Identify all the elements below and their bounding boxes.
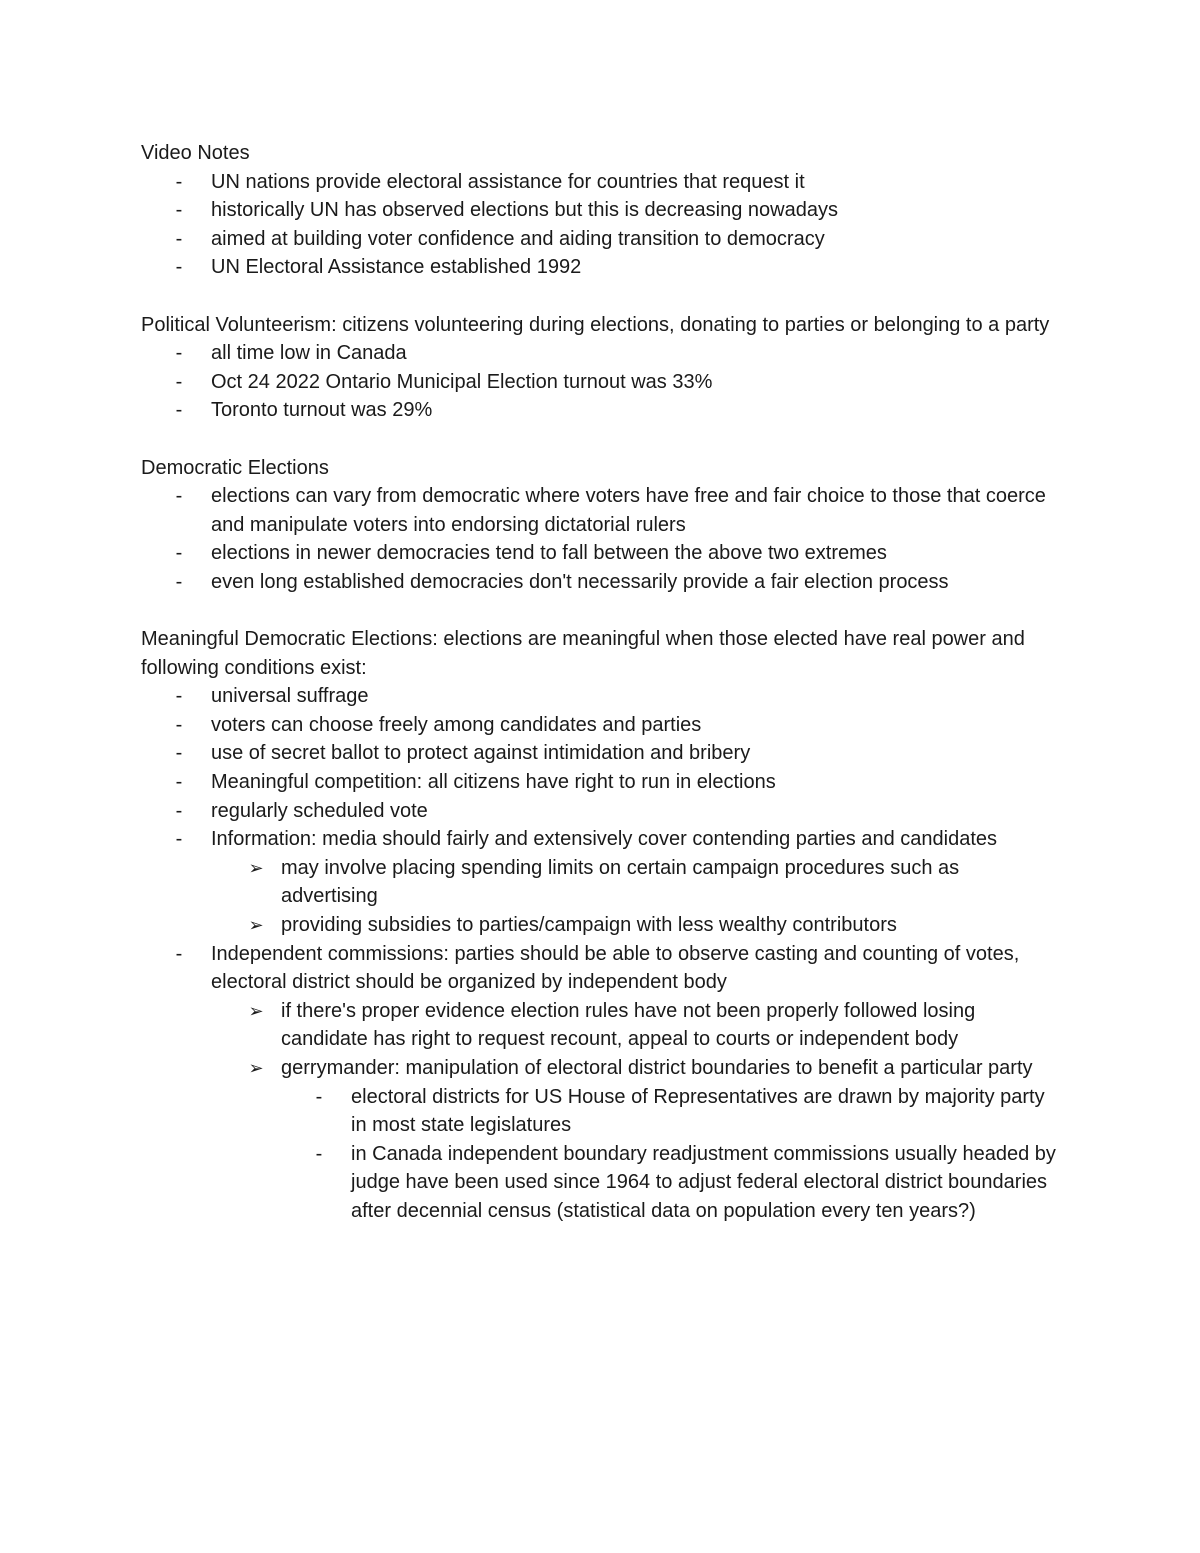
- dash-bullet-icon: -: [175, 742, 183, 765]
- list-item: [141, 339, 1061, 368]
- dash-bullet-icon: -: [175, 399, 183, 422]
- bullet-list: [141, 168, 1061, 282]
- list-item-text: Oct 24 2022 Ontario Municipal Election turnout was 33%: [211, 370, 713, 393]
- dash-bullet-icon: -: [175, 227, 183, 250]
- list-item-text: UN nations provide electoral assistance for countries that request it: [211, 170, 805, 193]
- sub-sub-list-item: [281, 1083, 1061, 1140]
- sub-sub-list-item-text: electoral districts for US House of Representatives are drawn by majority party in most state legislatures: [351, 1085, 1045, 1137]
- sub-sub-list-item: [281, 1140, 1061, 1226]
- dash-bullet-icon: -: [175, 771, 183, 794]
- dash-bullet-icon: -: [175, 570, 183, 593]
- arrowhead-bullet-icon: ➢: [248, 857, 264, 878]
- section-heading: Meaningful Democratic Elections: elections are meaningful when those elected have real power and following conditions exist:: [141, 628, 1025, 679]
- bullet-list: [141, 682, 1061, 1225]
- list-item-text: voters can choose freely among candidates and parties: [211, 713, 702, 736]
- sub-sub-list-item-text: in Canada independent boundary readjustment commissions usually headed by judge have been used since 1964 to adjust federal electoral district boundaries after decennial census (statistical data on population every ten years?): [351, 1142, 1056, 1222]
- list-item-text: historically UN has observed elections but this is decreasing nowadays: [211, 199, 838, 222]
- dash-bullet-icon: -: [175, 256, 183, 279]
- list-item-text: all time low in Canada: [211, 342, 407, 365]
- arrowhead-bullet-icon: ➢: [248, 1000, 264, 1021]
- list-item: [141, 196, 1061, 225]
- list-item-text: Information: media should fairly and extensively cover contending parties and candidates: [211, 828, 998, 851]
- list-item: [141, 825, 1061, 939]
- sub-list-item: [211, 1054, 1061, 1226]
- dash-bullet-icon: -: [175, 799, 183, 822]
- list-item: [141, 568, 1061, 597]
- section-democratic-elections: [141, 454, 1061, 597]
- list-item: [141, 711, 1061, 740]
- dash-bullet-icon: -: [315, 1142, 323, 1165]
- dash-bullet-icon: -: [175, 713, 183, 736]
- list-item-text: Independent commissions: parties should be able to observe casting and counting of votes, electoral district should be organized by independent body: [211, 942, 1020, 994]
- list-item-text: regularly scheduled vote: [211, 799, 428, 822]
- dash-bullet-icon: -: [175, 170, 183, 193]
- arrowhead-bullet-icon: ➢: [248, 1058, 264, 1078]
- bullet-list: [141, 339, 1061, 425]
- dash-bullet-icon: -: [175, 828, 183, 851]
- document-page: [141, 139, 1061, 1254]
- dash-bullet-icon: -: [315, 1085, 323, 1108]
- list-item: [141, 482, 1061, 539]
- sub-list-item: [211, 854, 1061, 911]
- sub-list-item-text: may involve placing spending limits on certain campaign procedures such as advertising: [281, 856, 960, 908]
- list-item-text: universal suffrage: [211, 685, 369, 708]
- list-item: [141, 940, 1061, 1226]
- list-item: [141, 682, 1061, 711]
- dash-bullet-icon: -: [175, 542, 183, 565]
- list-item-text: Meaningful competition: all citizens have right to run in elections: [211, 771, 776, 794]
- list-item: [141, 368, 1061, 397]
- sub-list-item-text: providing subsidies to parties/campaign with less wealthy contributors: [281, 914, 897, 937]
- section-video-notes: [141, 139, 1061, 282]
- list-item-text: even long established democracies don't necessarily provide a fair election process: [211, 570, 949, 593]
- section-heading: Video Notes: [141, 142, 250, 164]
- list-item-text: use of secret ballot to protect against intimidation and bribery: [211, 742, 751, 765]
- section-meaningful-democratic-elections: [141, 625, 1061, 1225]
- sub-bullet-list: [211, 854, 1061, 940]
- sub-bullet-list: [211, 997, 1061, 1226]
- section-political-volunteerism: [141, 311, 1061, 425]
- sub-list-item-text: gerrymander: manipulation of electoral district boundaries to benefit a particular party: [281, 1057, 1033, 1079]
- dash-bullet-icon: -: [175, 342, 183, 365]
- section-heading: Democratic Elections: [141, 456, 329, 479]
- list-item: [141, 225, 1061, 254]
- dash-bullet-icon: -: [175, 685, 183, 708]
- sub-list-item-text: if there's proper evidence election rules have not been properly followed losing candidate has right to request recount, appeal to courts or independent body: [281, 999, 976, 1051]
- sub-sub-bullet-list: [281, 1083, 1061, 1226]
- list-item-text: UN Electoral Assistance established 1992: [211, 256, 582, 279]
- arrowhead-bullet-icon: ➢: [248, 915, 264, 936]
- list-item: [141, 253, 1061, 282]
- dash-bullet-icon: -: [175, 485, 183, 508]
- list-item: [141, 396, 1061, 425]
- list-item: [141, 539, 1061, 568]
- bullet-list: [141, 482, 1061, 596]
- list-item: [141, 797, 1061, 826]
- dash-bullet-icon: -: [175, 370, 183, 393]
- dash-bullet-icon: -: [175, 942, 183, 965]
- list-item: [141, 768, 1061, 797]
- dash-bullet-icon: -: [175, 199, 183, 222]
- section-heading: Political Volunteerism: citizens volunteering during elections, donating to parties or belonging to a party: [141, 313, 1050, 336]
- sub-list-item: [211, 911, 1061, 940]
- list-item-text: Toronto turnout was 29%: [211, 399, 433, 422]
- list-item-text: elections can vary from democratic where voters have free and fair choice to those that coerce and manipulate voters into endorsing dictatorial rulers: [211, 485, 1046, 536]
- list-item: [141, 168, 1061, 197]
- sub-list-item: [211, 997, 1061, 1054]
- list-item: [141, 739, 1061, 768]
- list-item-text: aimed at building voter confidence and aiding transition to democracy: [211, 227, 825, 250]
- list-item-text: elections in newer democracies tend to fall between the above two extremes: [211, 542, 887, 565]
